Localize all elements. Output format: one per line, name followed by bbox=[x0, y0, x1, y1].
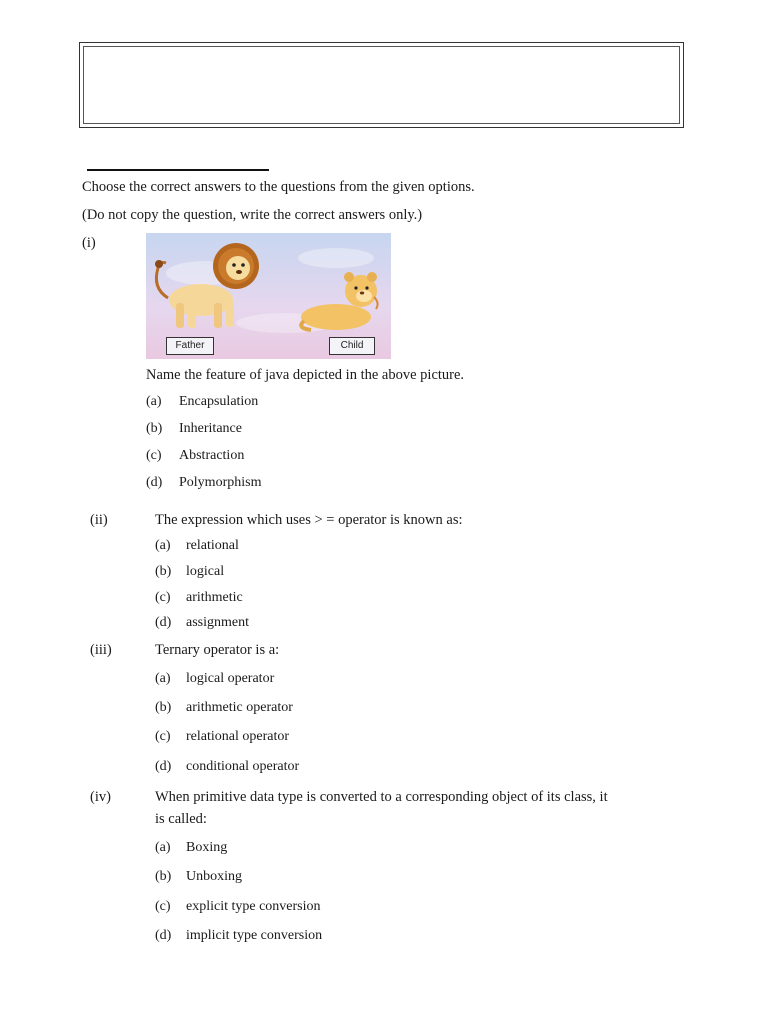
q2-option-d-text: assignment bbox=[186, 615, 249, 630]
q3-option-d-key: (d) bbox=[155, 759, 172, 774]
q4-option-d-text: implicit type conversion bbox=[186, 928, 323, 943]
q1-option-d-text: Polymorphism bbox=[179, 475, 262, 490]
q2-option-d-key: (d) bbox=[155, 615, 172, 630]
q4-option-c-key: (c) bbox=[155, 899, 171, 914]
question-4-text-line-1: When primitive data type is converted to a corresponding object of its class, it bbox=[155, 789, 608, 805]
q2-option-b-text: logical bbox=[186, 564, 225, 579]
q4-option-b-key: (b) bbox=[155, 869, 172, 884]
q4-option-d-key: (d) bbox=[155, 928, 172, 943]
q1-option-d-key: (d) bbox=[146, 475, 163, 490]
question-2-number: (ii) bbox=[90, 512, 108, 528]
question-1-number: (i) bbox=[82, 235, 96, 251]
q4-option-a-key: (a) bbox=[155, 840, 171, 855]
q1-option-c-key: (c) bbox=[146, 448, 162, 463]
section-rule bbox=[87, 169, 269, 171]
q3-option-d-text: conditional operator bbox=[186, 759, 300, 774]
header-box bbox=[79, 42, 684, 128]
q1-option-b-key: (b) bbox=[146, 421, 163, 436]
q3-option-b-key: (b) bbox=[155, 700, 172, 715]
q2-option-c-text: arithmetic bbox=[186, 590, 243, 605]
child-label: Child bbox=[329, 337, 375, 355]
q3-option-c-key: (c) bbox=[155, 729, 171, 744]
instruction-line-2: (Do not copy the question, write the correct answers only.) bbox=[82, 207, 423, 223]
question-2-text: The expression which uses > = operator is known as: bbox=[155, 512, 463, 528]
q1-option-a-text: Encapsulation bbox=[179, 394, 259, 409]
question-1-text: Name the feature of java depicted in the above picture. bbox=[146, 367, 465, 383]
question-4-text-line-2: is called: bbox=[155, 811, 207, 827]
instruction-line-1: Choose the correct answers to the questions from the given options. bbox=[82, 179, 475, 195]
q2-option-a-key: (a) bbox=[155, 538, 171, 553]
question-3-number: (iii) bbox=[90, 642, 112, 658]
q1-option-b-text: Inheritance bbox=[179, 421, 242, 436]
q2-option-a-text: relational bbox=[186, 538, 239, 553]
q2-option-c-key: (c) bbox=[155, 590, 171, 605]
father-label: Father bbox=[166, 337, 214, 355]
q3-option-a-text: logical operator bbox=[186, 671, 275, 686]
q4-option-c-text: explicit type conversion bbox=[186, 899, 321, 914]
q1-option-a-key: (a) bbox=[146, 394, 162, 409]
question-4-number: (iv) bbox=[90, 789, 111, 805]
header-box-inner bbox=[83, 46, 680, 124]
q3-option-c-text: relational operator bbox=[186, 729, 290, 744]
q1-option-c-text: Abstraction bbox=[179, 448, 245, 463]
q3-option-a-key: (a) bbox=[155, 671, 171, 686]
q2-option-b-key: (b) bbox=[155, 564, 172, 579]
q3-option-b-text: arithmetic operator bbox=[186, 700, 293, 715]
q4-option-b-text: Unboxing bbox=[186, 869, 242, 884]
question-3-text: Ternary operator is a: bbox=[155, 642, 280, 658]
q4-option-a-text: Boxing bbox=[186, 840, 228, 855]
